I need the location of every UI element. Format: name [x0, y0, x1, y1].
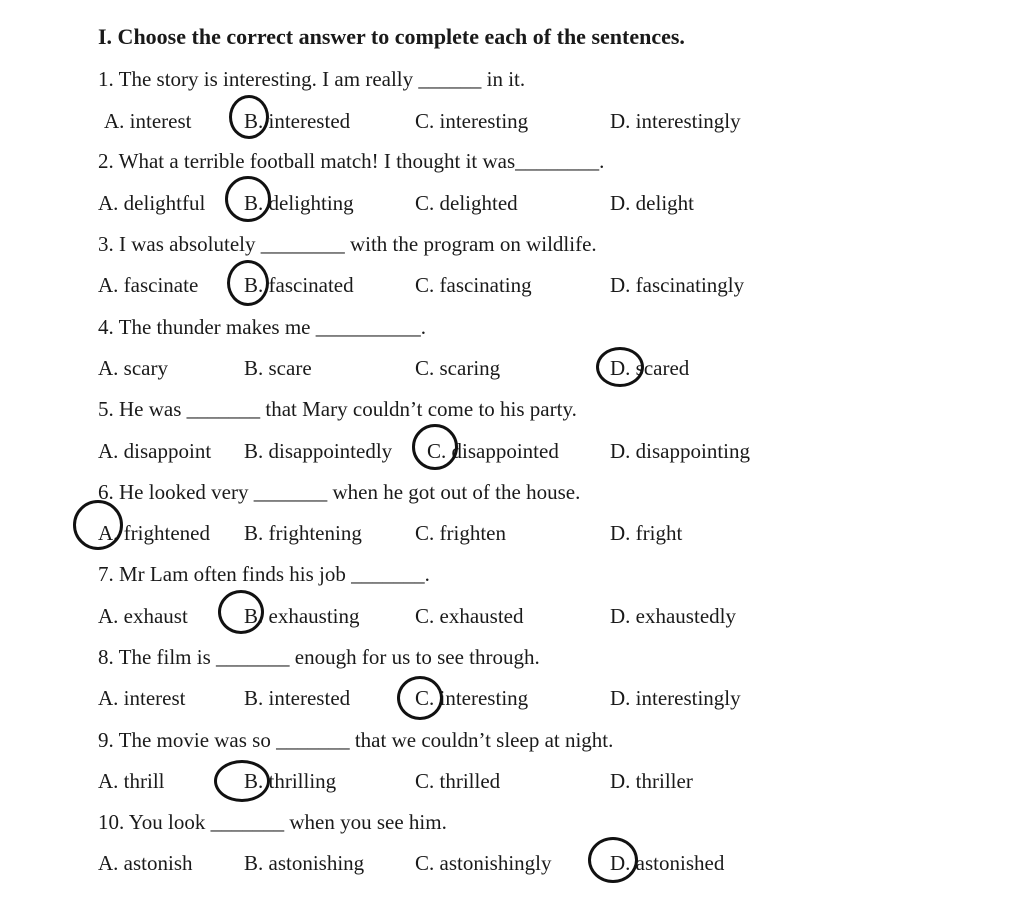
q2-option-c[interactable]: C. delighted — [415, 191, 518, 215]
q3-option-a[interactable]: A. fascinate — [98, 273, 199, 297]
question-4: 4. The thunder makes me __________. — [98, 315, 426, 339]
q10-option-d[interactable]: D. astonished — [610, 851, 725, 875]
q8-option-b[interactable]: B. interested — [244, 686, 351, 710]
q8-option-c[interactable]: C. interesting — [415, 686, 529, 710]
q1-option-b[interactable]: B. interested — [244, 109, 351, 133]
q1-option-c[interactable]: C. interesting — [415, 109, 529, 133]
q2-option-a[interactable]: A. delightful — [98, 191, 206, 215]
q5-option-b[interactable]: B. disappointedly — [244, 439, 393, 463]
question-7: 7. Mr Lam often finds his job _______. — [98, 562, 430, 586]
q6-option-d[interactable]: D. fright — [610, 521, 683, 545]
q8-answer-circle — [397, 676, 443, 720]
q1-option-d[interactable]: D. interestingly — [610, 109, 741, 133]
q10-option-b[interactable]: B. astonishing — [244, 851, 365, 875]
q9-answer-circle — [214, 760, 270, 802]
q1-option-a[interactable]: A. interest — [104, 109, 192, 133]
q4-option-c[interactable]: C. scaring — [415, 356, 501, 380]
q3-option-c[interactable]: C. fascinating — [415, 273, 532, 297]
q5-option-c[interactable]: C. disappointed — [427, 439, 559, 463]
question-1: 1. The story is interesting. I am really ______ in it. — [98, 67, 526, 91]
q6-option-a[interactable]: A. frightened — [98, 521, 210, 545]
question-3: 3. I was absolutely ________ with the program on wildlife. — [98, 232, 597, 256]
q2-answer-circle — [225, 176, 271, 222]
question-2: 2. What a terrible football match! I thought it was________. — [98, 149, 605, 173]
question-10: 10. You look _______ when you see him. — [98, 810, 447, 834]
worksheet-heading: I. Choose the correct answer to complete each of the sentences. — [98, 24, 685, 49]
q7-option-b[interactable]: B. exhausting — [244, 604, 360, 628]
q2-option-b[interactable]: B. delighting — [244, 191, 354, 215]
q9-option-c[interactable]: C. thrilled — [415, 769, 501, 793]
q9-option-b[interactable]: B. thrilling — [244, 769, 337, 793]
q1-answer-circle — [229, 95, 269, 139]
question-8: 8. The film is _______ enough for us to see through. — [98, 645, 540, 669]
question-5: 5. He was _______ that Mary couldn’t come to his party. — [98, 397, 577, 421]
q4-option-d[interactable]: D. scared — [610, 356, 690, 380]
question-6: 6. He looked very _______ when he got out of the house. — [98, 480, 581, 504]
q9-option-a[interactable]: A. thrill — [98, 769, 165, 793]
q4-option-a[interactable]: A. scary — [98, 356, 168, 380]
q8-option-a[interactable]: A. interest — [98, 686, 186, 710]
q7-answer-circle — [218, 590, 264, 634]
q9-option-d[interactable]: D. thriller — [610, 769, 693, 793]
q4-answer-circle — [596, 347, 644, 387]
q8-option-d[interactable]: D. interestingly — [610, 686, 741, 710]
q7-option-d[interactable]: D. exhaustedly — [610, 604, 736, 628]
q4-option-b[interactable]: B. scare — [244, 356, 312, 380]
q7-option-c[interactable]: C. exhausted — [415, 604, 524, 628]
q2-option-d[interactable]: D. delight — [610, 191, 694, 215]
question-9: 9. The movie was so _______ that we couldn’t sleep at night. — [98, 728, 614, 752]
q5-answer-circle — [412, 424, 458, 470]
q5-option-d[interactable]: D. disappointing — [610, 439, 750, 463]
q3-option-b[interactable]: B. fascinated — [244, 273, 354, 297]
q6-option-c[interactable]: C. frighten — [415, 521, 506, 545]
q6-option-b[interactable]: B. frightening — [244, 521, 362, 545]
q3-answer-circle — [227, 260, 269, 306]
q3-option-d[interactable]: D. fascinatingly — [610, 273, 745, 297]
q7-option-a[interactable]: A. exhaust — [98, 604, 188, 628]
q5-option-a[interactable]: A. disappoint — [98, 439, 212, 463]
q10-option-a[interactable]: A. astonish — [98, 851, 193, 875]
q10-answer-circle — [588, 837, 638, 883]
q6-answer-circle — [73, 500, 123, 550]
q10-option-c[interactable]: C. astonishingly — [415, 851, 552, 875]
